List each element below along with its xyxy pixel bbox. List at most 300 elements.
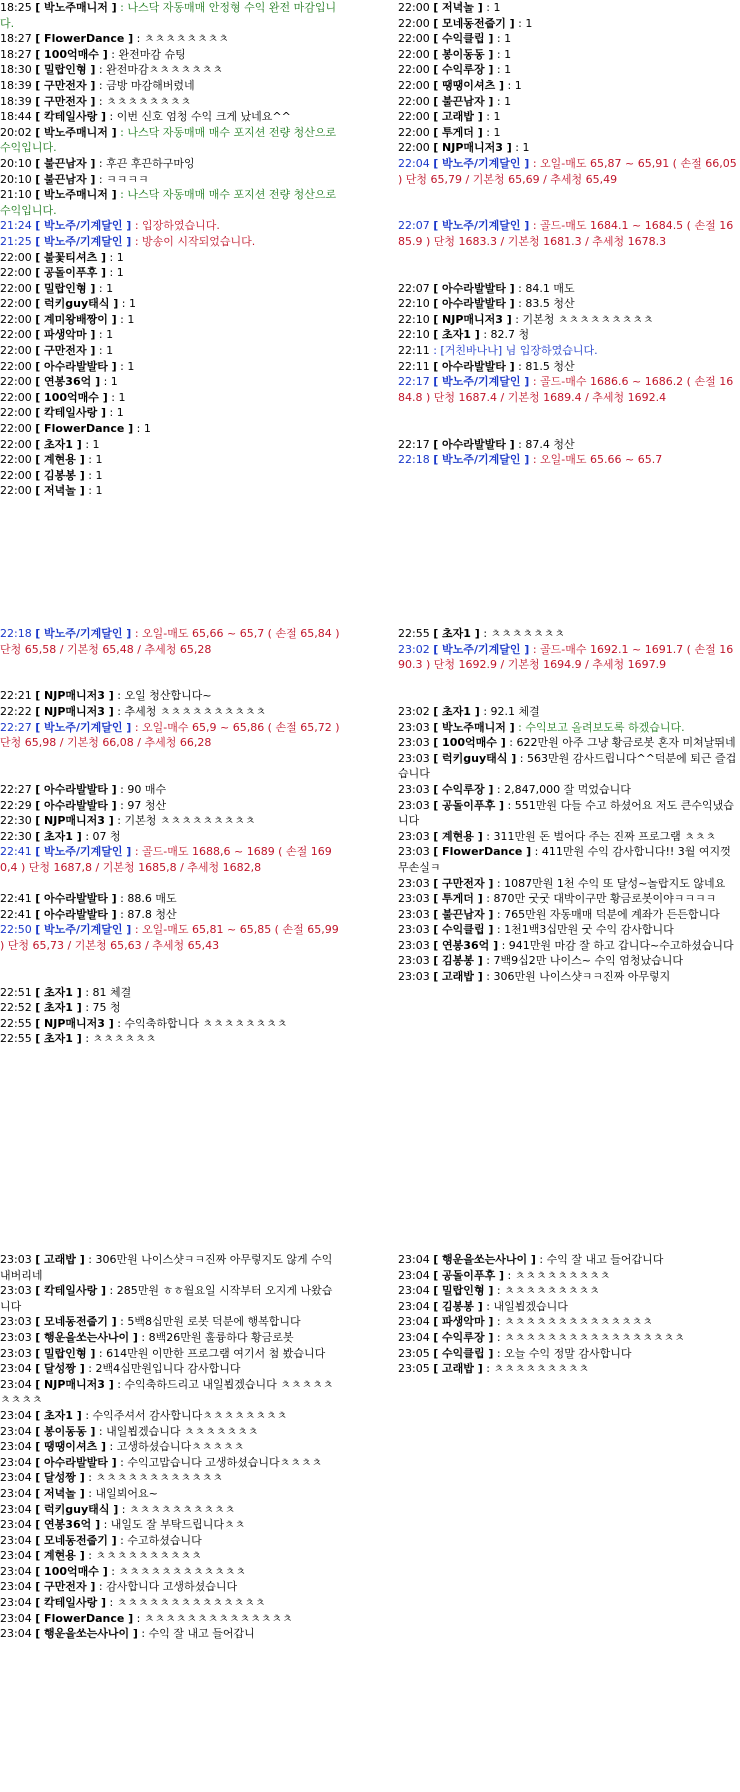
message-author: [ 불꽃티셔츠 ]: [35, 250, 107, 264]
message-time: 22:10: [398, 312, 430, 326]
chat-message: [398, 782, 738, 798]
chat-message: [0, 922, 340, 953]
message-text: : 골드-매도 1684.1 ~ 1684.5 ( 손절 1685.9 ) 단청 1683.3 / 기본청 1681.3 / 추세청 1678.3: [398, 219, 734, 248]
message-text: : 1: [95, 281, 114, 295]
message-text: : 나스닥 자동매매 매수 포지션 전량 청산으로 수익입니다.: [0, 188, 337, 217]
message-author: [ 박노주/기계달인 ]: [433, 219, 530, 233]
message-author: [ 공돌이푸후 ]: [433, 798, 505, 812]
message-author: [ 연봉36억 ]: [35, 1518, 101, 1532]
chat-message: [398, 720, 738, 736]
message-time: 23:04: [0, 1471, 32, 1485]
chat-message: [0, 62, 340, 78]
message-time: 23:04: [0, 1455, 32, 1469]
chat-message: [0, 0, 340, 31]
chat-message: [398, 94, 738, 110]
message-text: : 골드-매수 1692.1 ~ 1691.7 ( 손절 1690.3 ) 단청 1692.9 / 기본청 1694.9 / 추세청 1697.9: [398, 642, 734, 672]
message-text: : 내일뵙겠습니다: [482, 1299, 568, 1313]
message-author: [ 김봉봉 ]: [35, 468, 85, 482]
message-author: [ 불끈남자 ]: [433, 907, 494, 921]
message-author: [ 김봉봉 ]: [433, 954, 483, 968]
line-gap: [398, 421, 738, 437]
message-time: 23:03: [398, 954, 430, 968]
chat-message: [398, 281, 738, 297]
message-text: : 완전마감ㅊㅊㅊㅊㅊㅊㅊ: [95, 63, 224, 77]
message-time: 23:03: [398, 892, 430, 906]
message-author: [ 불끈남자 ]: [35, 156, 96, 170]
message-time: 22:00: [0, 406, 32, 420]
message-author: [ 칵테일사랑 ]: [35, 110, 107, 124]
message-text: : 수익고맙습니다 고생하셨습니다ㅊㅊㅊㅊ: [116, 1455, 323, 1469]
message-time: 23:04: [398, 1284, 430, 1298]
chat-message: [0, 1377, 340, 1408]
chat-message: [0, 47, 340, 63]
chat-message: [398, 891, 738, 907]
message-time: 22:22: [0, 704, 32, 718]
message-author: [ 박노주/기계달인 ]: [433, 642, 530, 656]
message-author: [ 공돌이푸후 ]: [35, 266, 107, 280]
message-time: 23:02: [398, 642, 430, 656]
message-text: : 수고하셨습니다: [116, 1533, 202, 1547]
message-time: 22:07: [398, 281, 430, 295]
message-author: [ 럭키guy태식 ]: [35, 1502, 119, 1516]
chat-message: [398, 751, 738, 782]
chat-message: [0, 1470, 340, 1486]
message-text: : 수익주셔서 감사합니다ㅊㅊㅊㅊㅊㅊㅊㅊ: [81, 1408, 288, 1422]
message-author: [ 모네동전줍기 ]: [35, 1315, 117, 1329]
message-time: 22:00: [398, 110, 430, 124]
message-text: : ㅊㅊㅊㅊㅊㅊㅊㅊㅊ: [482, 1362, 590, 1376]
message-time: 23:03: [0, 1315, 32, 1329]
message-author: [ 아수라발발타 ]: [35, 892, 117, 906]
message-author: [ 수익루장 ]: [433, 782, 494, 796]
message-author: [ 칵테일사랑 ]: [35, 406, 107, 420]
message-author: [ 불끈남자 ]: [433, 94, 494, 108]
chat-message: [0, 265, 340, 281]
chat-message: [0, 281, 340, 297]
message-author: [ 박노주/기계달인 ]: [35, 720, 132, 734]
message-author: [ 모네동전줍기 ]: [433, 16, 515, 30]
chat-message: [398, 78, 738, 94]
line-gap: [0, 673, 340, 689]
message-time: 22:41: [0, 845, 32, 859]
message-author: [ 공돌이푸후 ]: [433, 1268, 505, 1282]
chat-message: [0, 720, 340, 751]
chat-message: [0, 985, 340, 1001]
message-text: : 97 청산: [116, 798, 167, 812]
message-text: : 고생하셨습니다ㅊㅊㅊㅊㅊ: [106, 1440, 245, 1454]
message-text: : ㅊㅊㅊㅊㅊㅊㅊㅊㅊㅊㅊㅊㅊㅊ: [493, 1315, 653, 1329]
chat-message: [0, 1579, 340, 1595]
message-time: 22:00: [0, 484, 32, 498]
chat-message: [398, 1252, 738, 1268]
message-author: [ 저녁놀 ]: [35, 1486, 85, 1500]
message-text: : 오일 청산합니다~: [113, 689, 212, 703]
message-author: [ 구만전자 ]: [35, 1580, 96, 1594]
message-time: 22:21: [0, 689, 32, 703]
message-time: 22:18: [0, 627, 32, 640]
chat-message: [0, 437, 340, 453]
message-author: [ 박노주/기계달인 ]: [35, 627, 132, 640]
message-time: 23:04: [0, 1440, 32, 1454]
message-text: : ㅋㅋㅋㅋ: [95, 172, 149, 186]
message-author: [ 박노주/기계달인 ]: [35, 845, 132, 859]
message-text: : 1: [118, 297, 136, 311]
chat-message: [0, 1016, 340, 1032]
message-time: 23:04: [398, 1299, 430, 1313]
message-author: [ NJP매니저3 ]: [433, 312, 512, 326]
message-time: 22:00: [398, 94, 430, 108]
message-author: [ 행운을쏘는사나이 ]: [433, 1253, 536, 1266]
message-author: [ 구만전자 ]: [433, 876, 494, 890]
message-author: [ NJP매니저3 ]: [35, 1377, 114, 1391]
message-text: : 기본청 ㅊㅊㅊㅊㅊㅊㅊㅊㅊ: [511, 312, 654, 326]
message-text: : 83.5 청산: [514, 297, 575, 311]
message-author: [ 아수라발발타 ]: [35, 907, 117, 921]
message-time: 23:03: [398, 970, 430, 984]
message-text: : 1: [482, 110, 501, 124]
chat-message: [0, 1548, 340, 1564]
line-gap: [0, 876, 340, 892]
message-author: [ 100억매수 ]: [35, 390, 108, 404]
chat-message: [398, 109, 738, 125]
chat-message: [0, 1330, 340, 1346]
message-text: : 07 청: [81, 829, 121, 843]
message-author: [ 달성짱 ]: [35, 1362, 85, 1376]
chat-message: [0, 1626, 340, 1642]
message-time: 23:04: [0, 1627, 32, 1641]
message-author: [ 고래밥 ]: [433, 1362, 483, 1376]
chat-message: [0, 359, 340, 375]
message-author: [ 고래밥 ]: [433, 110, 483, 124]
message-author: [ 불끈남자 ]: [35, 172, 96, 186]
chat-message: [0, 1486, 340, 1502]
message-text: : 411만원 수익 감사합니다!! 3월 여지껏 무손실ㅋ: [398, 845, 731, 874]
message-text: : 이번 신호 엄청 수익 크게 났네요^^: [106, 110, 291, 124]
message-time: 22:00: [398, 1, 430, 14]
message-text: : 870만 굿굿 대박이구만 황금로봇이야ㅋㅋㅋㅋ: [482, 892, 717, 906]
chat-message: [0, 704, 340, 720]
message-time: 23:03: [0, 1253, 32, 1266]
chat-panel-5: [0, 1252, 340, 1792]
chat-message: [0, 1314, 340, 1330]
message-author: [ 저녁놀 ]: [433, 1, 483, 14]
message-author: [ 투게더 ]: [433, 125, 483, 139]
chat-message: [398, 844, 738, 875]
chat-message: [0, 250, 340, 266]
message-time: 23:04: [0, 1408, 32, 1422]
message-time: 22:00: [0, 344, 32, 358]
chat-message: [398, 938, 738, 954]
chat-message: [0, 452, 340, 468]
chat-message: [0, 483, 340, 499]
message-author: [ FlowerDance ]: [433, 845, 532, 859]
message-author: [ 수익루장 ]: [433, 63, 494, 77]
message-text: : 1: [133, 422, 151, 436]
line-gap: [0, 751, 340, 767]
chat-message: [0, 829, 340, 845]
chat-message: [0, 1533, 340, 1549]
chat-message: [0, 125, 340, 156]
chat-message: [0, 626, 340, 657]
line-gap: [398, 688, 738, 704]
message-time: 23:04: [0, 1518, 32, 1532]
chat-message: [398, 1283, 738, 1299]
message-time: 23:04: [0, 1424, 32, 1438]
message-text: : 내일뵈어요~: [84, 1486, 158, 1500]
message-text: : 수익 잘 내고 들어갑니: [137, 1627, 255, 1641]
message-author: [ 수익루장 ]: [433, 1330, 494, 1344]
message-time: 21:10: [0, 188, 32, 202]
message-time: 22:00: [398, 141, 430, 155]
chat-message: [0, 782, 340, 798]
message-time: 22:10: [398, 297, 430, 311]
message-author: [ 아수라발발타 ]: [35, 798, 117, 812]
line-gap: [398, 187, 738, 203]
message-text: : 후끈 후끈하구마잉: [95, 156, 195, 170]
chat-message: [398, 1330, 738, 1346]
message-text: : 감사합니다 고생하셨습니다: [95, 1580, 238, 1594]
message-time: 22:00: [0, 390, 32, 404]
message-author: [ 계현용 ]: [433, 829, 483, 843]
message-text: : 오일-매수 65,9 ~ 65,86 ( 손절 65,72 ) 단청 65,98 / 기본청 66,08 / 추세청 66,28: [0, 720, 340, 750]
message-time: 22:10: [398, 328, 430, 342]
message-text: : 1: [84, 453, 103, 467]
message-author: [ 저녁놀 ]: [35, 484, 85, 498]
message-time: 22:00: [0, 422, 32, 436]
chat-message: [398, 953, 738, 969]
chat-message: [398, 218, 738, 249]
message-time: 18:44: [0, 110, 32, 124]
message-author: [ 럭키guy태식 ]: [35, 297, 119, 311]
chat-message: [0, 374, 340, 390]
message-author: [ 밀랍인형 ]: [35, 63, 96, 77]
message-time: 23:03: [398, 923, 430, 937]
chat-message: [398, 156, 738, 187]
message-author: [ 100억매수 ]: [433, 736, 506, 750]
message-text: : 1: [482, 1, 501, 14]
message-time: 23:04: [398, 1315, 430, 1329]
message-time: 22:17: [398, 375, 430, 389]
message-author: [ NJP매니저3 ]: [35, 814, 114, 828]
message-time: 22:30: [0, 814, 32, 828]
message-author: [ FlowerDance ]: [35, 422, 134, 436]
chat-message: [0, 1346, 340, 1362]
line-gap: [398, 405, 738, 421]
message-time: 23:03: [398, 782, 430, 796]
message-time: 22:29: [0, 798, 32, 812]
line-gap: [0, 969, 340, 985]
message-author: [ 초자1 ]: [433, 704, 480, 718]
message-text: : 오늘 수익 정말 감사합니다: [493, 1346, 632, 1360]
message-text: : 1: [514, 16, 533, 30]
message-time: 23:03: [398, 829, 430, 843]
message-text: : 1천1백3십만원 굿 수익 감사합니다: [493, 923, 674, 937]
message-time: 22:55: [0, 1032, 32, 1046]
message-author: [ 아수라발발타 ]: [433, 297, 515, 311]
message-author: [ 밀랍인형 ]: [433, 1284, 494, 1298]
message-time: 23:04: [0, 1533, 32, 1547]
message-text: : 81 체결: [81, 985, 132, 999]
chat-message: [398, 1314, 738, 1330]
message-time: 23:03: [398, 907, 430, 921]
chat-message: [398, 0, 738, 16]
message-text: : 92.1 체결: [479, 704, 540, 718]
chat-message: [0, 421, 340, 437]
message-author: [ 박노주/기계달인 ]: [35, 923, 132, 937]
message-time: 22:00: [398, 63, 430, 77]
message-text: : 입장하였습니다.: [131, 219, 220, 233]
chat-message: [0, 405, 340, 421]
message-time: 18:27: [0, 32, 32, 46]
line-gap: [398, 265, 738, 281]
message-time: 23:04: [398, 1330, 430, 1344]
message-text: : 골드-매도 1688,6 ~ 1689 ( 손절 1690,4 ) 단청 1687,8 / 기본청 1685,8 / 추세청 1682,8: [0, 845, 332, 874]
message-time: 23:03: [0, 1330, 32, 1344]
message-time: 23:03: [398, 876, 430, 890]
message-text: : 84.1 매도: [514, 281, 575, 295]
chat-message: [0, 78, 340, 94]
message-time: 23:03: [398, 938, 430, 952]
message-author: [ NJP매니저3 ]: [35, 689, 114, 703]
message-author: [ 박노주/기계달인 ]: [433, 375, 530, 389]
chat-message: [0, 1595, 340, 1611]
message-time: 21:24: [0, 219, 32, 233]
message-time: 22:18: [398, 453, 430, 467]
message-text: : 1: [107, 390, 126, 404]
chat-message: [398, 626, 738, 642]
chat-message: [398, 125, 738, 141]
chat-message: [398, 1361, 738, 1377]
message-author: [ 봉이동동 ]: [35, 1424, 96, 1438]
chat-message: [0, 94, 340, 110]
message-text: : 내일뵙겠습니다 ㅊㅊㅊㅊㅊㅊㅊ: [95, 1424, 259, 1438]
chat-message: [0, 907, 340, 923]
message-time: 22:00: [0, 266, 32, 280]
message-time: 23:04: [0, 1549, 32, 1563]
message-author: [ 칵테일사랑 ]: [35, 1596, 107, 1610]
message-author: [ 아수라발발타 ]: [35, 359, 117, 373]
message-text: : 81.5 청산: [514, 359, 575, 373]
message-author: [ 초자1 ]: [433, 328, 480, 342]
message-text: : 563만원 감사드립니다^^덕분에 퇴근 즐겁습니다: [398, 751, 737, 781]
message-author: [ 봉이동동 ]: [433, 47, 494, 61]
message-author: [ 밀랍인형 ]: [35, 1346, 96, 1360]
chat-message: [0, 312, 340, 328]
message-text: : 551만원 다들 수고 하셨어요 저도 큰수익냈습니다: [398, 798, 734, 828]
chat-message: [398, 1346, 738, 1362]
message-text: : 7백9십2만 나이스~ 수익 엄청났습니다: [482, 954, 683, 968]
message-author: [ 구만전자 ]: [35, 78, 96, 92]
chat-message: [398, 140, 738, 156]
message-text: : ㅊㅊㅊㅊㅊㅊㅊ: [479, 627, 565, 640]
message-author: [ 파생악마 ]: [433, 1315, 494, 1329]
message-text: : 311만원 돈 벌어다 주는 진짜 프로그램 ㅊㅊㅊ: [482, 829, 717, 843]
chat-panel-4: [398, 626, 738, 1146]
message-text: : ㅊㅊㅊㅊㅊㅊㅊㅊㅊㅊㅊㅊㅊㅊ: [106, 1596, 266, 1610]
message-author: [ 박노주/기계달인 ]: [433, 453, 530, 467]
message-author: [ 초자1 ]: [35, 1001, 82, 1015]
message-text: : 1: [493, 32, 512, 46]
message-author: [ 아수라발발타 ]: [433, 359, 515, 373]
chat-panel-6: [398, 1252, 738, 1792]
message-text: : ㅊㅊㅊㅊㅊㅊㅊㅊㅊ: [493, 1284, 600, 1298]
message-author: [ 박노주매니저 ]: [35, 125, 117, 139]
message-text: : 1: [106, 406, 124, 420]
chat-message: [398, 1299, 738, 1315]
message-time: 22:00: [0, 375, 32, 389]
chat-message: [0, 31, 340, 47]
message-text: : 수익 잘 내고 들어갑니다: [535, 1253, 664, 1266]
message-text: : 87.8 청산: [116, 907, 177, 921]
message-text: : 765만원 자동매매 덕분에 계좌가 든든합니다: [493, 907, 720, 921]
message-text: : 1: [95, 344, 114, 358]
message-time: 23:03: [0, 1284, 32, 1298]
message-time: 23:04: [398, 1268, 430, 1282]
message-time: 22:41: [0, 892, 32, 906]
message-time: 22:30: [0, 829, 32, 843]
message-author: [ NJP매니저3 ]: [35, 1016, 114, 1030]
message-text: : ㅊㅊㅊㅊㅊㅊㅊㅊㅊ: [504, 1268, 611, 1282]
message-time: 22:27: [0, 720, 32, 734]
message-author: [ 박노주/기계달인 ]: [35, 234, 132, 248]
message-author: [ 계미왕배짱이 ]: [35, 312, 117, 326]
message-text: : 1: [493, 94, 512, 108]
message-author: [ NJP매니저3 ]: [35, 704, 114, 718]
chat-message: [398, 327, 738, 343]
message-text: : 기본청 ㅊㅊㅊㅊㅊㅊㅊㅊㅊ: [113, 814, 256, 828]
message-author: [ 수익클립 ]: [433, 1346, 494, 1360]
message-text: : 88.6 매도: [116, 892, 177, 906]
chat-message: [0, 844, 340, 875]
message-text: : 5백8십만원 로봇 덕분에 행복합니다: [116, 1315, 301, 1329]
message-author: [ 수익클립 ]: [433, 32, 494, 46]
message-time: 22:51: [0, 985, 32, 999]
chat-panel-2: [398, 0, 738, 520]
message-text: : 1: [482, 125, 501, 139]
message-text: : ㅊㅊㅊㅊㅊㅊㅊㅊ: [133, 32, 229, 46]
line-gap: [398, 203, 738, 219]
chat-message: [398, 312, 738, 328]
message-author: [ 박노주매니저 ]: [35, 1, 117, 14]
chat-message: [0, 1000, 340, 1016]
message-author: [ 초자1 ]: [35, 437, 82, 451]
message-text: : 614만원 이만한 프로그램 여기서 첨 봤습니다: [95, 1346, 326, 1360]
message-author: [ 박노주/기계달인 ]: [35, 219, 132, 233]
message-author: [ 100억매수 ]: [35, 1564, 108, 1578]
message-text: : 완전마감 슈팅: [107, 47, 186, 61]
message-text: : 오일-매도 65.66 ~ 65.7: [529, 453, 663, 467]
message-time: 22:11: [398, 344, 430, 358]
message-time: 23:04: [0, 1362, 32, 1376]
chat-message: [398, 374, 738, 405]
message-text: : ㅊㅊㅊㅊㅊㅊ: [81, 1032, 157, 1046]
message-author: [ 박노주매니저 ]: [433, 720, 515, 734]
message-author: [ NJP매니저3 ]: [433, 141, 512, 155]
message-time: 23:04: [0, 1486, 32, 1500]
message-time: 22:55: [0, 1016, 32, 1030]
message-text: : 1: [106, 266, 124, 280]
message-text: : 1: [493, 47, 512, 61]
message-author: [ 럭키guy태식 ]: [433, 751, 517, 765]
message-text: : ㅊㅊㅊㅊㅊㅊㅊㅊㅊㅊㅊㅊㅊㅊㅊㅊㅊ: [493, 1330, 685, 1344]
message-text: : 2백4십만원입니다 감사합니다: [84, 1362, 241, 1376]
line-gap: [398, 250, 738, 266]
message-time: 23:03: [398, 798, 430, 812]
line-gap: [398, 673, 738, 689]
message-text: : 나스닥 자동매매 안정형 수익 완전 마감입니다.: [0, 1, 337, 30]
message-author: [ 달성짱 ]: [35, 1471, 85, 1485]
chat-message: [0, 1439, 340, 1455]
